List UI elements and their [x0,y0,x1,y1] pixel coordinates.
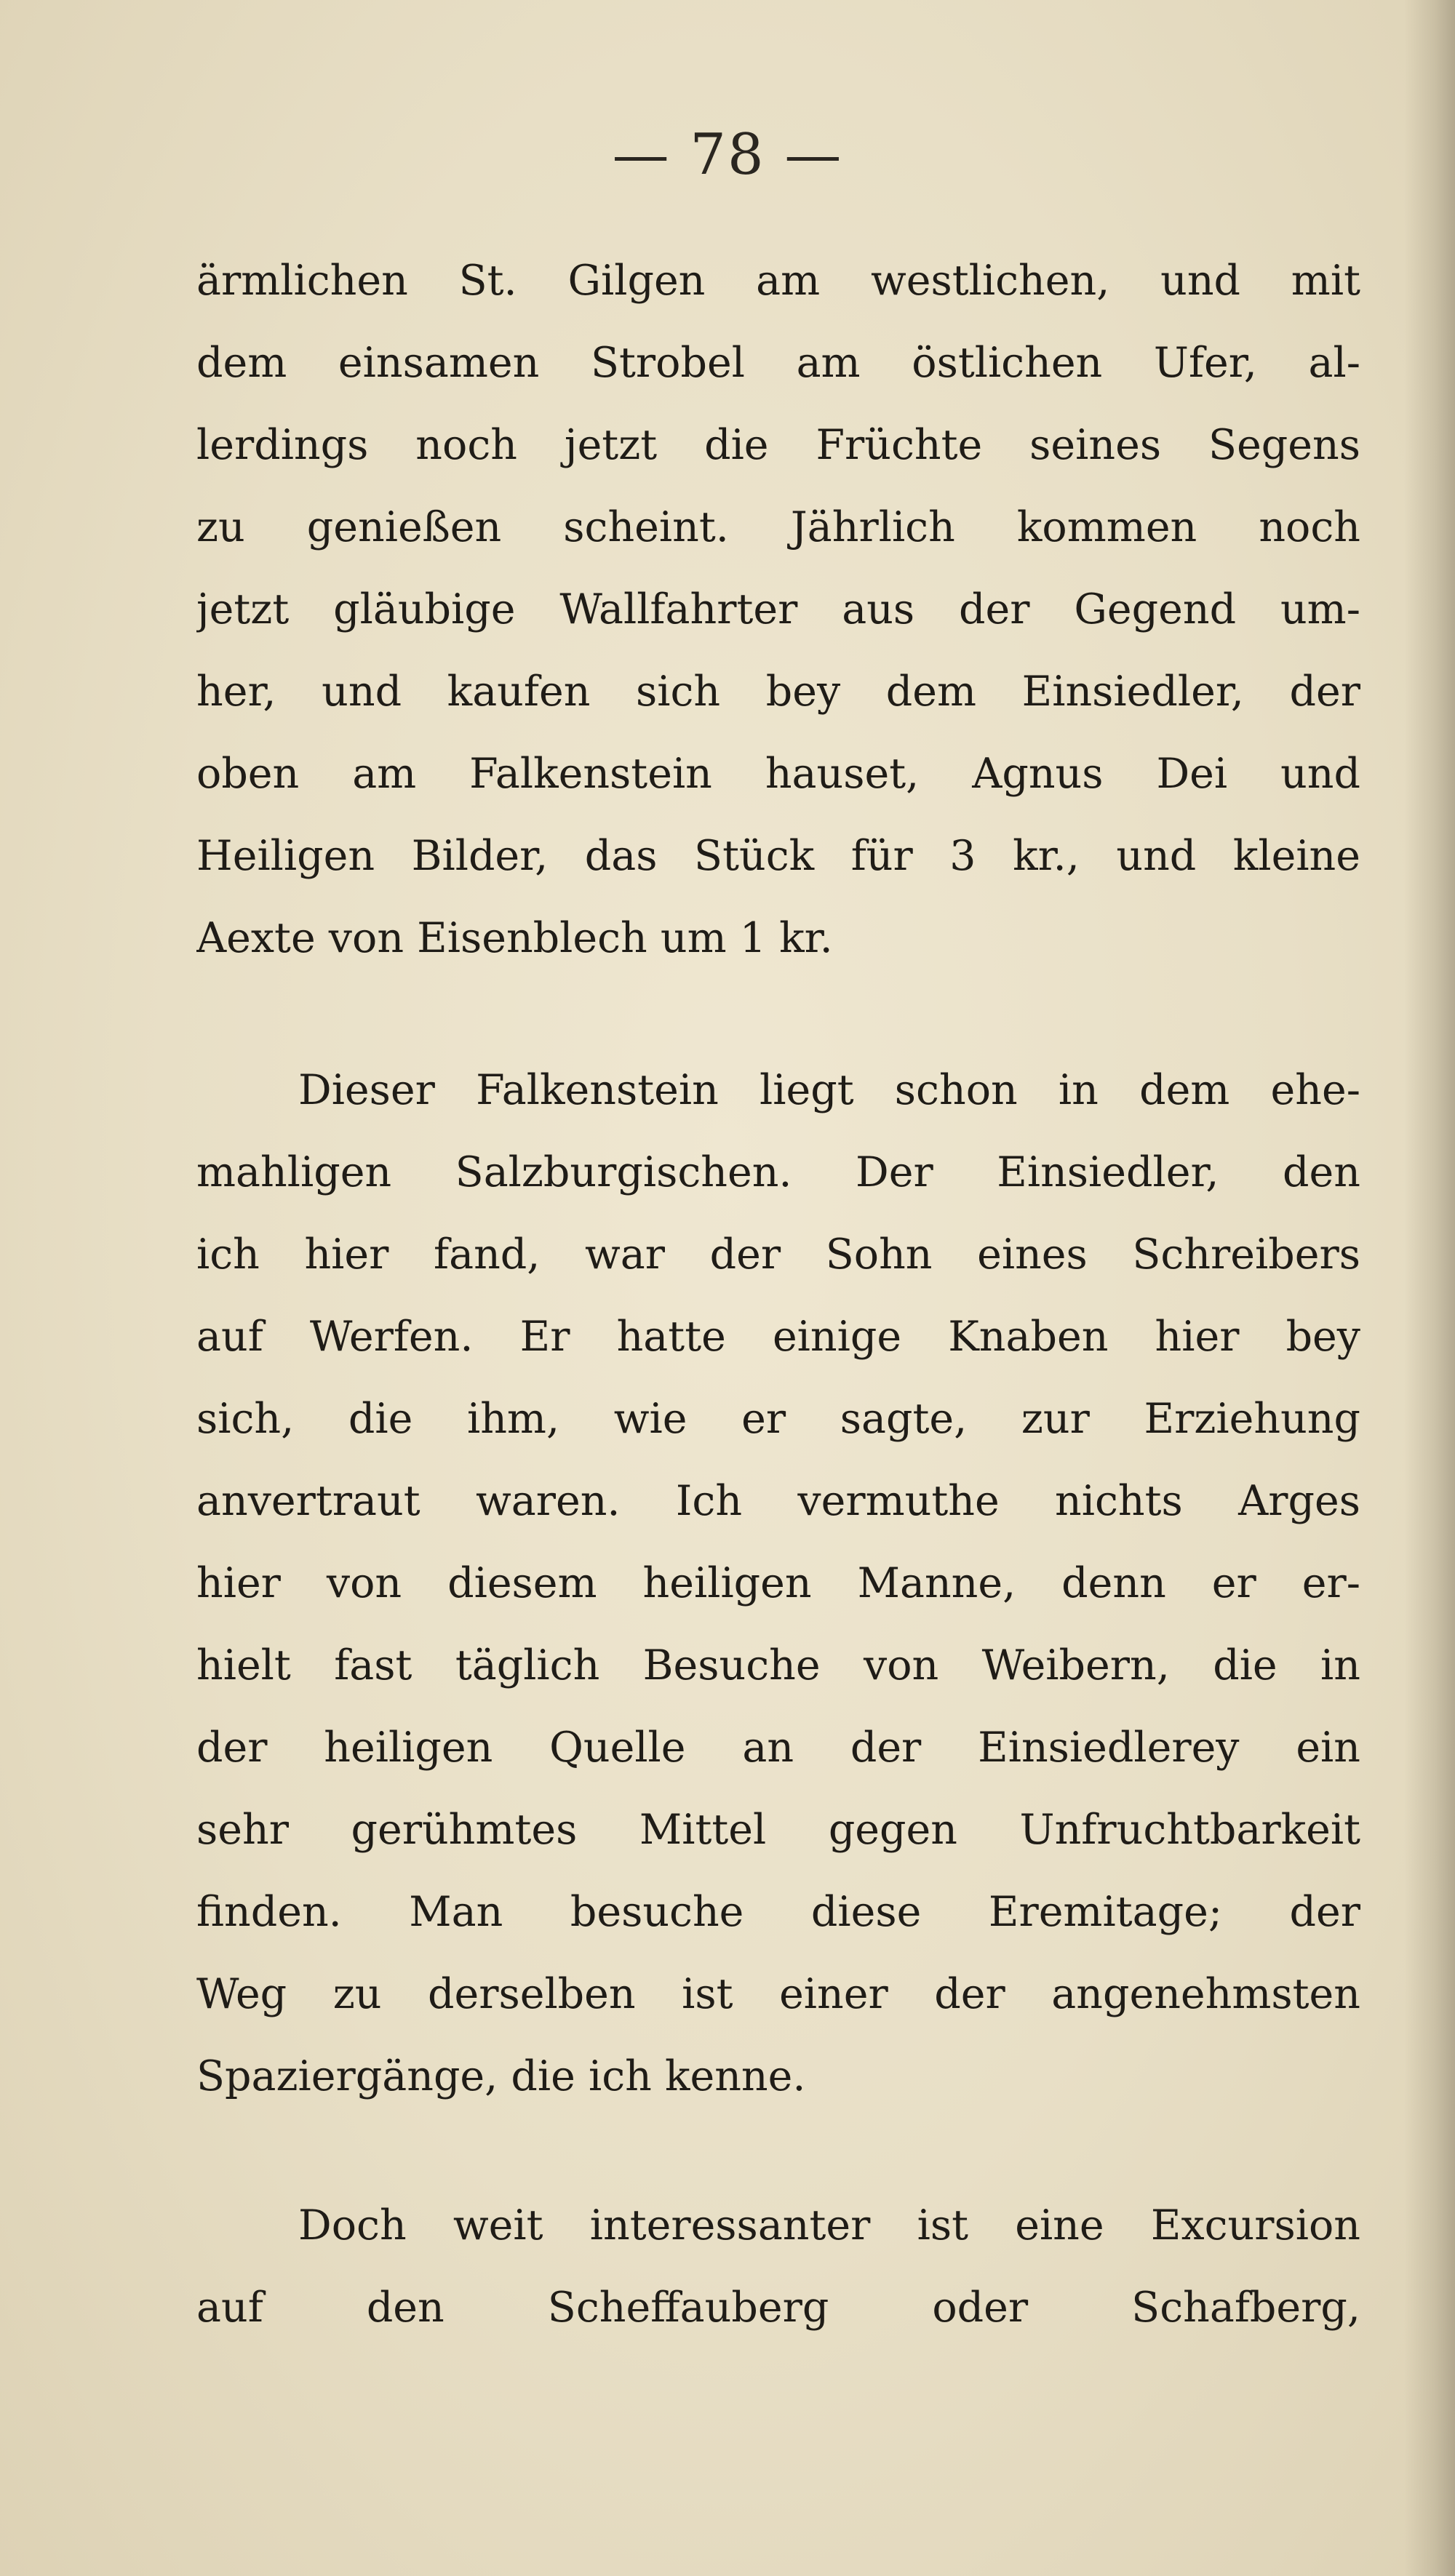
text-line: sich, die ihm, wie er sagte, zur Erziehung [196,1395,1360,1443]
paragraph-2 [196,1049,1360,2118]
text-line: her, und kaufen sich bey dem Einsiedler, der [196,668,1360,716]
text-line: Aexte von Eisenblech um 1 kr. [196,914,833,962]
text-line: Spaziergänge, die ich kenne. [196,2052,806,2100]
text-line: Weg zu derselben ist einer der angenehmsten [196,1970,1360,2018]
text-line: sehr gerühmtes Mittel gegen Unfruchtbarkeit [196,1806,1360,1854]
text-line: oben am Falkenstein hauset, Agnus Dei und [196,750,1360,798]
text-line: auf Werfen. Er hatte einige Knaben hier bey [196,1313,1360,1361]
text-line: Dieser Falkenstein liegt schon in dem ehe- [298,1066,1360,1114]
text-line: hielt fast täglich Besuche von Weibern, die in [196,1641,1360,1689]
text-line: mahligen Salzburgischen. Der Einsiedler, den [196,1148,1360,1196]
text-line: ich hier fand, war der Sohn eines Schreibers [196,1231,1360,1279]
paragraph-1 [196,240,1360,980]
body-text [196,240,1360,2349]
text-line: Heiligen Bilder, das Stück für 3 kr., und kleine [196,832,1360,880]
text-line: der heiligen Quelle an der Einsiedlerey ein [196,1724,1360,1772]
text-line: zu genießen scheint. Jährlich kommen noch [196,503,1360,551]
text-line: dem einsamen Strobel am östlichen Ufer, al- [196,339,1360,387]
paragraph-gap [196,980,1360,1049]
text-line: jetzt gläubige Wallfahrter aus der Gegend um- [196,585,1360,633]
page-number: — 78 — [612,122,843,188]
text-line: ärmlichen St. Gilgen am westlichen, und mit [196,257,1360,305]
text-line: hier von diesem heiligen Manne, denn er er- [196,1559,1360,1607]
paragraph-3 [196,2185,1360,2349]
text-line: auf den Scheffauberg oder Schafberg, [196,2284,1360,2332]
text-line: anvertraut waren. Ich vermuthe nichts Arges [196,1477,1360,1525]
text-line: lerdings noch jetzt die Früchte seines Segens [196,421,1360,469]
paragraph-gap [196,2118,1360,2185]
text-line: finden. Man besuche diese Eremitage; der [196,1888,1360,1936]
page-edge-shadow [1404,0,1455,2576]
text-line: Doch weit interessanter ist eine Excursion [298,2201,1360,2249]
